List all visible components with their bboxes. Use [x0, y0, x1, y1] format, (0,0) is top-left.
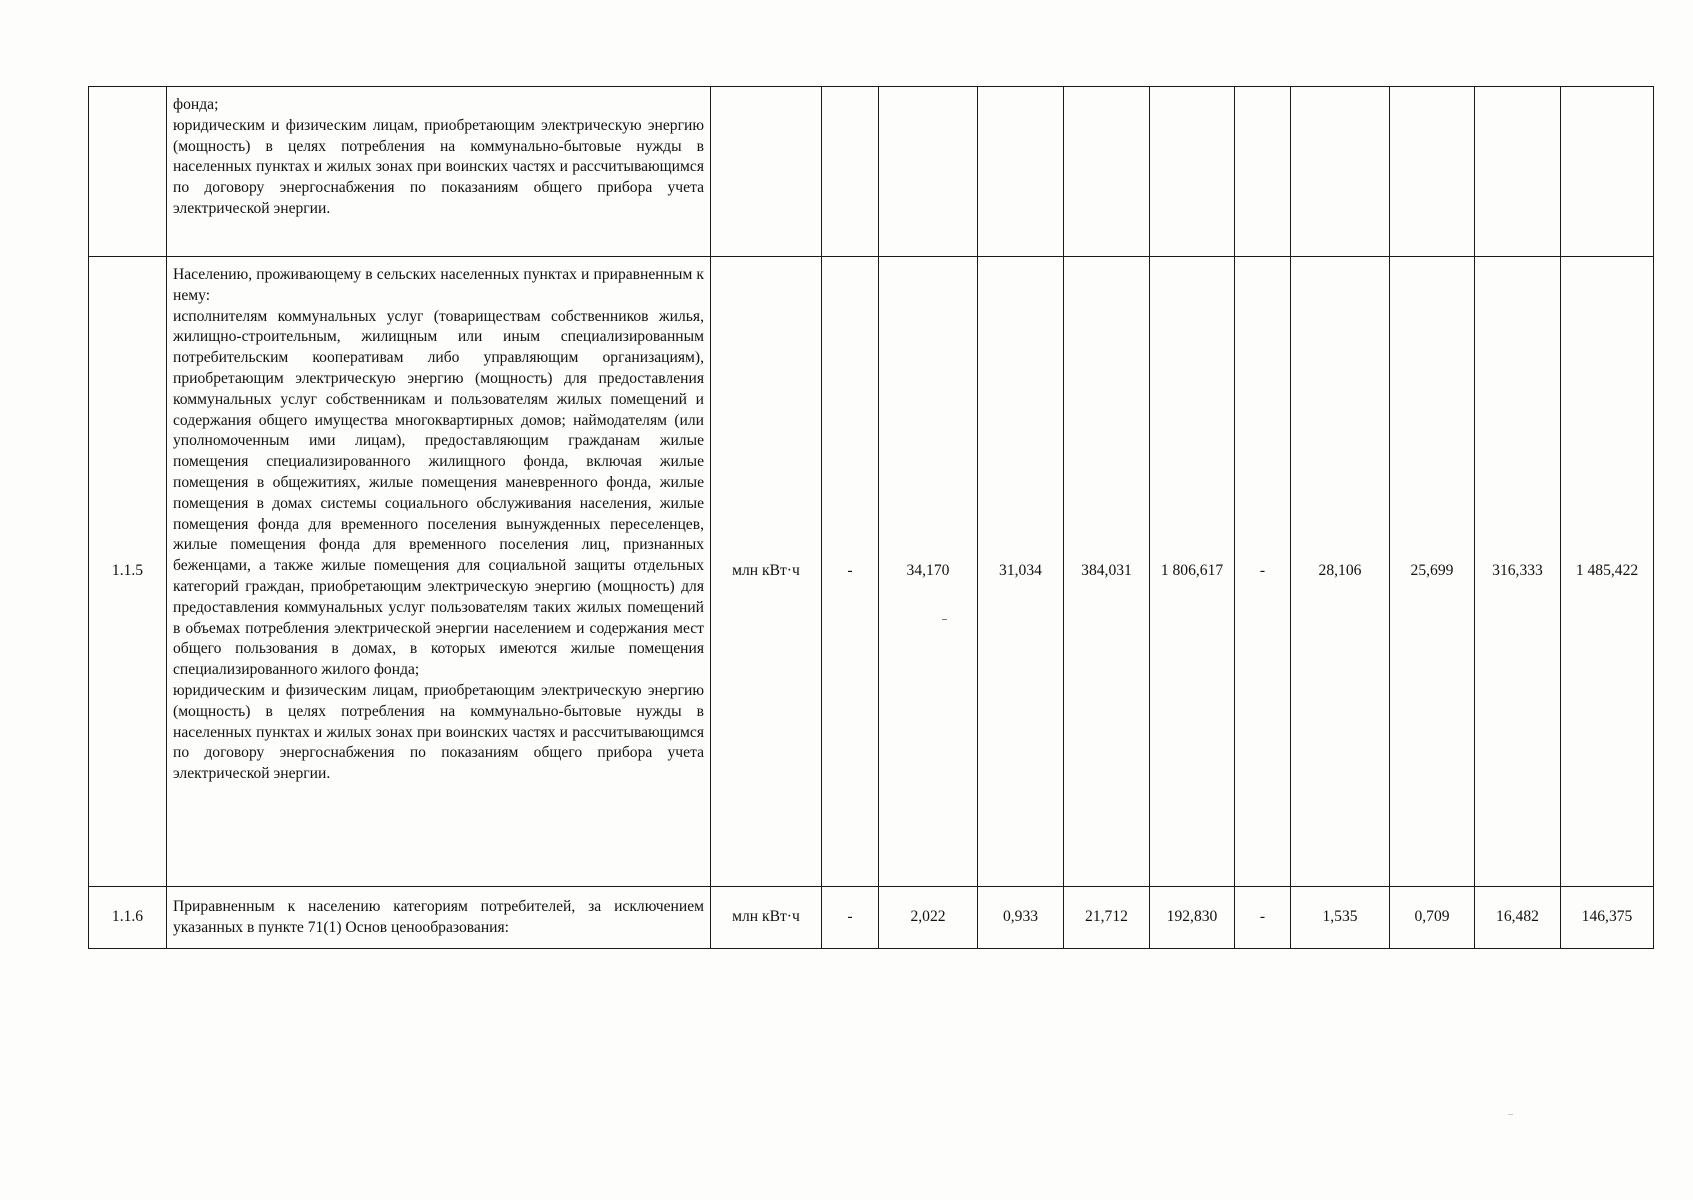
value-cell	[1064, 87, 1150, 257]
value-cell: -	[822, 887, 879, 949]
value-cell: 192,830	[1150, 887, 1235, 949]
description-paragraph: исполнителям коммунальных услуг (товариществам собственников жилья, жилищно-строительным, жилищным или иным специализированным потребительским кооперативам либо управляющим организациям), приобретающим электрическую энергию (мощность) для предоставления коммунальных услуг собственникам и пользователям жилых помещений и содержания общего имущества многоквартирных домов; наймодателям (или уполномоченным ими лицам), предоставляющим гражданам жилые помещения специализированного жилищного фонда, включая жилые помещения в общежитиях, жилые помещения маневренного фонда, жилые помещения в домах системы социального обслуживания населения, жилые помещения фонда для временного поселения вынужденных переселенцев, жилые помещения фонда для временного поселения лиц, признанных беженцами, а также жилые помещения для социальной защиты отдельных категорий граждан, приобретающим электрическую энергию (мощность) для предоставления коммунальных услуг пользователям таких жилых помещений в объемах потребления электрической энергии населением и содержания мест общего пользования в домах, в которых имеются жилые помещения специализированного жилого фонда;	[173, 307, 704, 679]
value-cell: -	[1235, 887, 1291, 949]
value-cell: 0,709	[1390, 887, 1475, 949]
value-cell	[1475, 87, 1561, 257]
value-cell	[978, 87, 1064, 257]
value-cell: 16,482	[1475, 887, 1561, 949]
description-cell	[167, 87, 711, 257]
value-cell: 0,933	[978, 887, 1064, 949]
description-paragraph: юридическим и физическим лицам, приобретающим электрическую энергию (мощность) в целях потребления на коммунально-бытовые нужды в населенных пунктах и жилых зонах при воинских частях и рассчитывающимся по договору энергоснабжения по показаниям общего прибора учета электрической энергии.	[173, 116, 704, 217]
table-row-1-1-5	[89, 257, 1654, 887]
value-cell	[1291, 87, 1390, 257]
scan-speck	[942, 619, 947, 620]
value-cell: 146,375	[1561, 887, 1654, 949]
value-cell: 2,022	[879, 887, 978, 949]
table-row-1-1-6	[89, 887, 1654, 949]
unit-cell: млн кВт·ч	[711, 257, 822, 887]
value-cell: 1 485,422	[1561, 257, 1654, 887]
value-cell: 25,699	[1390, 257, 1475, 887]
table-row-continuation	[89, 87, 1654, 257]
unit-cell	[711, 87, 822, 257]
value-cell	[1235, 87, 1291, 257]
value-cell: 1 806,617	[1150, 257, 1235, 887]
value-cell: 21,712	[1064, 887, 1150, 949]
unit-cell: млн кВт·ч	[711, 887, 822, 949]
value-cell: -	[1235, 257, 1291, 887]
row-number-cell: 1.1.5	[89, 257, 167, 887]
description-cell	[167, 887, 711, 949]
value-cell: 34,170	[879, 257, 978, 887]
value-cell	[1561, 87, 1654, 257]
value-cell	[1150, 87, 1235, 257]
value-cell: 384,031	[1064, 257, 1150, 887]
value-cell: 316,333	[1475, 257, 1561, 887]
description-paragraph: Приравненным к населению категориям потребителей, за исключением указанных в пункте 71(1) Основ ценообразования:	[173, 897, 704, 936]
description-paragraph: фонда;	[173, 96, 219, 113]
value-cell: -	[822, 257, 879, 887]
value-cell: 28,106	[1291, 257, 1390, 887]
row-number-cell: 1.1.6	[89, 887, 167, 949]
value-cell: 1,535	[1291, 887, 1390, 949]
description-cell	[167, 257, 711, 887]
tariff-volume-table	[88, 86, 1654, 949]
scan-speck	[1508, 1114, 1513, 1115]
description-paragraph: юридическим и физическим лицам, приобретающим электрическую энергию (мощность) в целях потребления на коммунально-бытовые нужды в населенных пунктах и жилых зонах при воинских частях и рассчитывающимся по договору энергоснабжения по показаниям общего прибора учета электрической энергии.	[173, 681, 704, 783]
value-cell: 31,034	[978, 257, 1064, 887]
value-cell	[879, 87, 978, 257]
row-number-cell	[89, 87, 167, 257]
value-cell	[1390, 87, 1475, 257]
description-paragraph: Населению, проживающему в сельских населенных пунктах и приравненным к нему:	[173, 266, 704, 304]
value-cell	[822, 87, 879, 257]
